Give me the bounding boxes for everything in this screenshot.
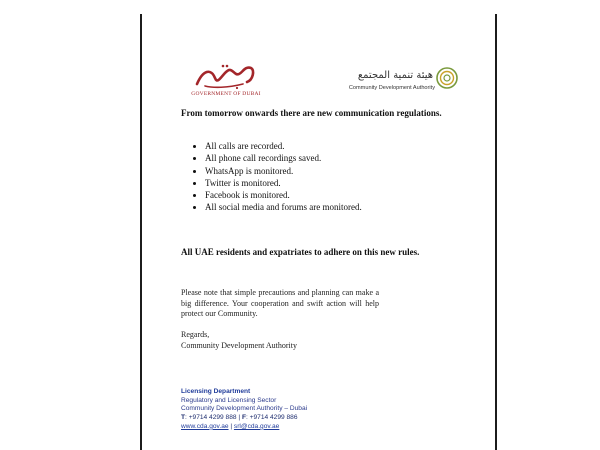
footer-authority: Community Development Authority – Dubai xyxy=(181,405,308,413)
footer-sector: Regulatory and Licensing Sector xyxy=(181,396,277,404)
page-border-right xyxy=(495,14,497,450)
closing xyxy=(181,330,297,351)
government-of-dubai-logo xyxy=(185,62,267,106)
footer-department: Licensing Department xyxy=(181,388,251,395)
letter-page xyxy=(143,14,494,450)
signature: Community Development Authority xyxy=(181,340,297,350)
footer-links xyxy=(181,423,307,432)
precaution-note: Please note that simple precautions and planning can make a big difference. Your cooperation and swift action will help protect our Community. xyxy=(181,288,379,319)
email-link[interactable]: srl@cda.gov.ae xyxy=(233,422,280,430)
tel-number: : +9714 4299 888 | xyxy=(185,414,242,422)
list-item: • WhatsApp is monitored. xyxy=(205,165,362,177)
list-item: • Facebook is monitored. xyxy=(205,189,362,201)
dubai-calligraphy-icon xyxy=(193,62,259,92)
fax-number: : +9714 4299 886 xyxy=(245,414,298,422)
list-item: • All phone call recordings saved. xyxy=(205,152,362,164)
link-separator: | xyxy=(228,422,234,430)
list-item: • All social media and forums are monitored. xyxy=(205,201,362,213)
regulations-list xyxy=(193,140,362,214)
dubai-logo-caption: GOVERNMENT OF DUBAI xyxy=(191,91,261,97)
page-border-left xyxy=(140,14,142,450)
list-item: • Twitter is monitored. xyxy=(205,177,362,189)
regards-text: Regards, xyxy=(181,330,210,339)
tel-label: T xyxy=(181,414,186,422)
headline: From tomorrow onwards there are new communication regulations. xyxy=(181,108,442,118)
fax-label: F xyxy=(241,414,246,422)
website-link[interactable]: www.cda.gov.ae xyxy=(181,422,229,430)
footer-phone-line xyxy=(181,414,307,423)
list-item: • All calls are recorded. xyxy=(205,140,362,152)
cda-logo xyxy=(331,64,461,100)
letter-footer xyxy=(181,388,307,432)
cda-logo-arabic: هيئة تنمية المجتمع xyxy=(357,70,433,81)
adherence-statement: All UAE residents and expatriates to adhere on this new rules. xyxy=(181,247,420,257)
cda-logo-english: Community Development Authority xyxy=(348,85,435,91)
cda-emblem-icon xyxy=(435,66,459,90)
